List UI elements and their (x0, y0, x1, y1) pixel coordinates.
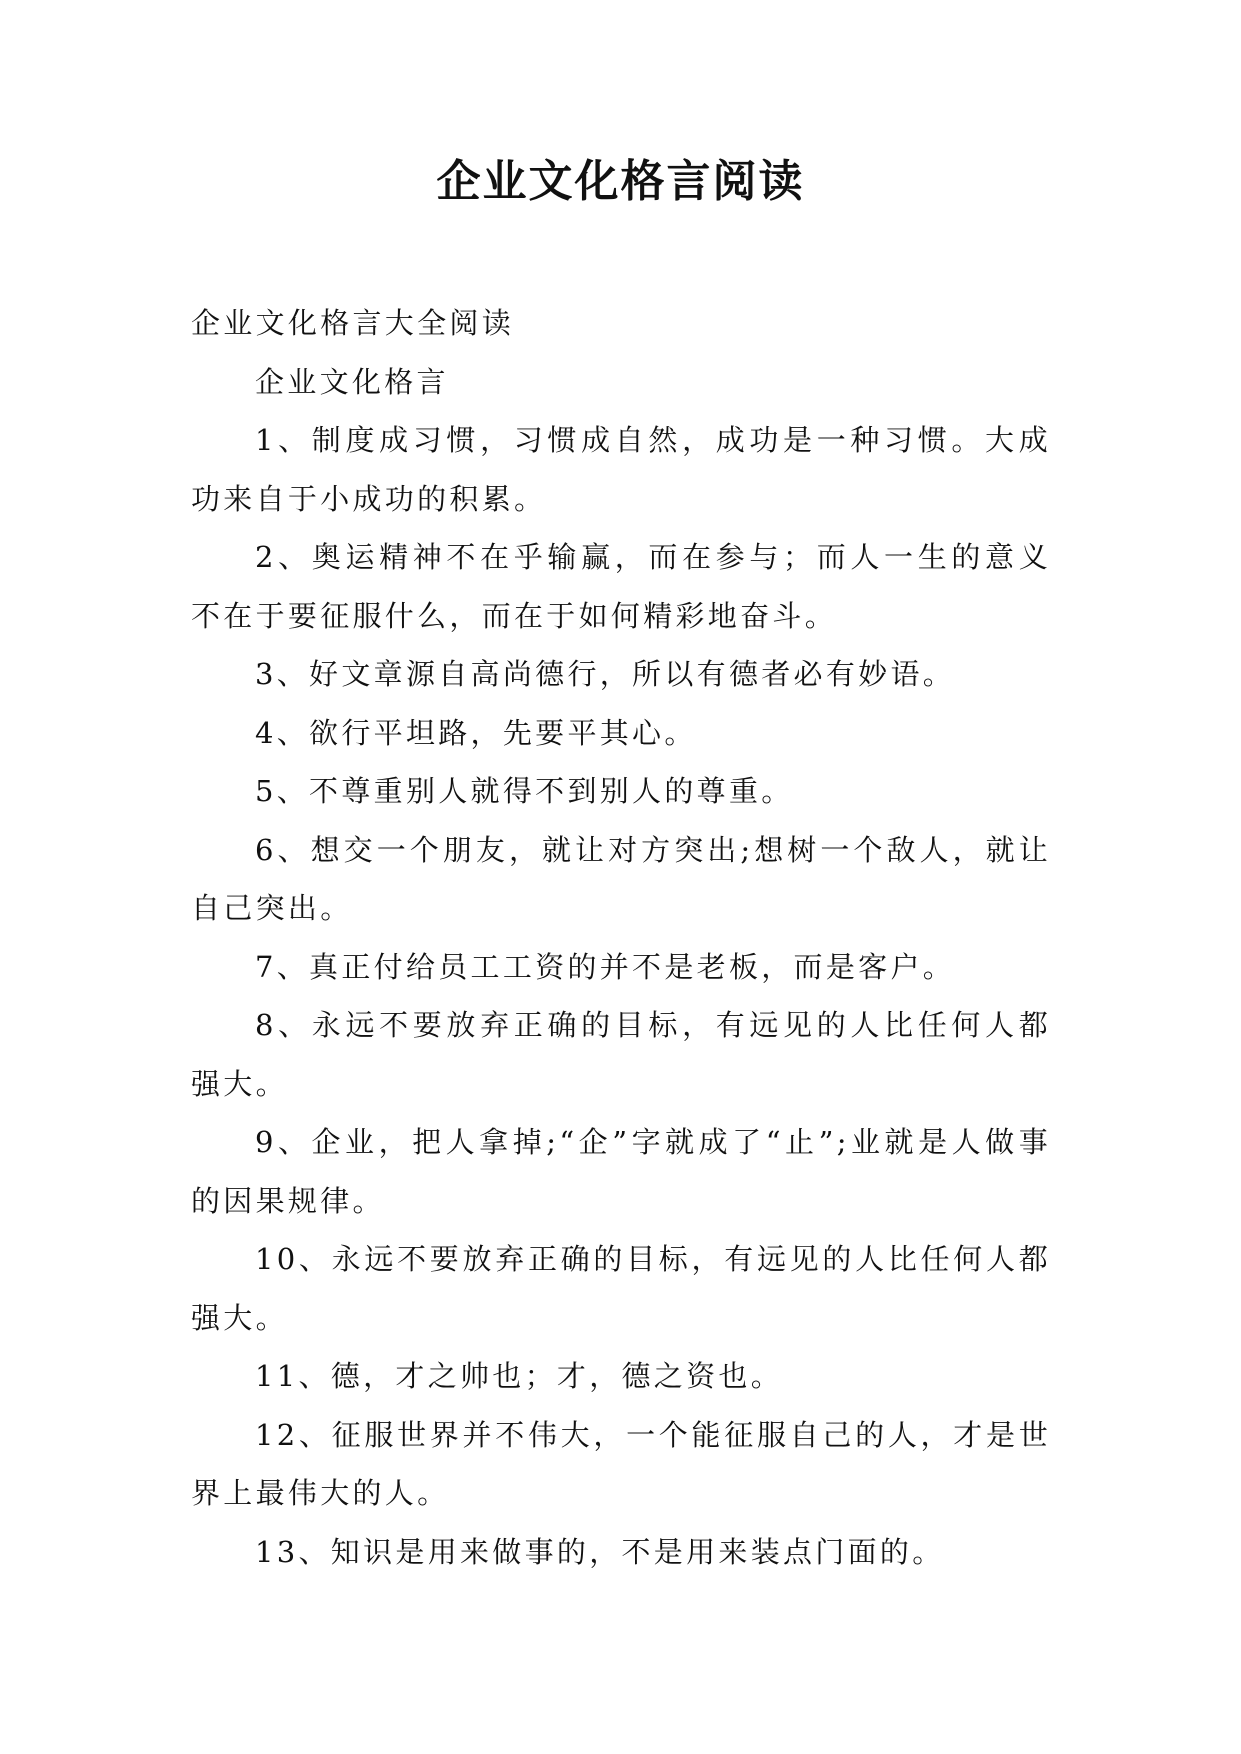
maxim-item: 13、知识是用来做事的，不是用来装点门面的。 (255, 1534, 945, 1569)
maxim-item: 1、制度成习惯，习惯成自然，成功是一种习惯。大成功来自于小成功的积累。 (191, 423, 1051, 516)
maxim-item: 2、奥运精神不在乎输赢，而在参与；而人一生的意义不在于要征服什么，而在于如何精彩地奋斗。 (191, 540, 1051, 633)
document-title: 企业文化格言阅读 (436, 156, 805, 207)
maxim-item: 7、真正付给员工工资的并不是老板，而是客户。 (255, 949, 956, 984)
maxim-item: 8、永远不要放弃正确的目标，有远见的人比任何人都强大。 (191, 1008, 1051, 1101)
maxim-item: 6、想交一个朋友，就让对方突出;想树一个敌人，就让自己突出。 (191, 832, 1051, 925)
maxim-item: 5、不尊重别人就得不到别人的尊重。 (255, 774, 794, 808)
section-heading: 企业文化格言 (255, 364, 449, 399)
maxim-item: 9、企业，把人拿掉;“企”字就成了“止”;业就是人做事的因果规律。 (191, 1125, 1051, 1218)
maxim-item: 11、德，才之帅也；才，德之资也。 (255, 1359, 784, 1393)
maxim-item: 4、欲行平坦路，先要平其心。 (255, 715, 697, 750)
document-subtitle: 企业文化格言大全阅读 (191, 306, 515, 340)
maxim-item: 10、永远不要放弃正确的目标，有远见的人比任何人都强大。 (191, 1242, 1051, 1335)
document-body (191, 294, 1051, 1581)
maxim-item: 3、好文章源自高尚德行，所以有德者必有妙语。 (255, 657, 956, 691)
maxim-item: 12、征服世界并不伟大，一个能征服自己的人，才是世界上最伟大的人。 (191, 1417, 1051, 1510)
